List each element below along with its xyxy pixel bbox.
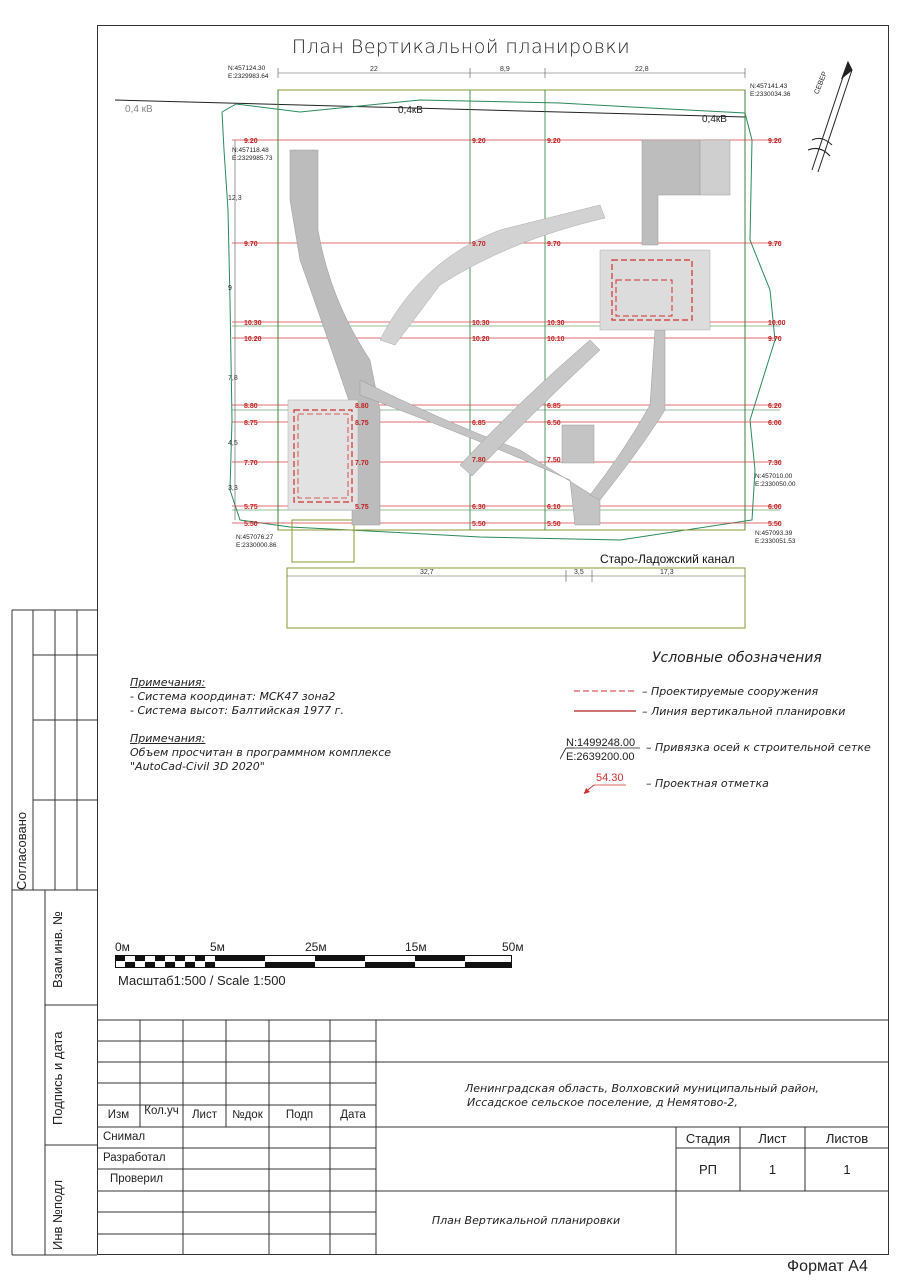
mark-c3-2: 9.70: [547, 241, 561, 248]
mark-c3-8: 6.10: [547, 504, 561, 511]
stamp-vzam: Взам инв. №: [50, 911, 65, 988]
mark-c1-4: 5.75: [355, 504, 369, 511]
tb-address-2: Иссадское сельское поселение, д Немятово-2,: [467, 1096, 738, 1109]
stamp-podpis: Подпись и дата: [50, 1031, 65, 1125]
mark-c3-6: 6.50: [547, 420, 561, 427]
mark-left-7: 7.70: [244, 460, 258, 467]
dim-left-3: 7,8: [228, 375, 238, 382]
mark-left-8: 5.75: [244, 504, 258, 511]
mark-left-3: 10.30: [244, 320, 262, 327]
scale-caption: Масштаб1:500 / Scale 1:500: [118, 973, 286, 988]
mark-right-3: 10.00: [768, 320, 786, 327]
coord-4-n: N:457010.00: [755, 473, 793, 480]
coord-6-n: N:457093.39: [755, 530, 793, 537]
legend-item-structures: – Проектируемые сооружения: [642, 685, 819, 698]
stamp-agreed: Согласовано: [14, 811, 29, 890]
dim-top-3: 22,8: [635, 66, 649, 73]
mark-c3-7: 7.50: [547, 457, 561, 464]
coord-2-e: E:2330034.36: [750, 91, 791, 98]
mark-c2-4: 10.20: [472, 336, 490, 343]
dim-top-1: 22: [370, 66, 378, 73]
scale-tick-0: 0м: [115, 940, 130, 954]
dim-bottom-2: 3,5: [574, 569, 584, 576]
tb-col-izm: Изм: [107, 1109, 130, 1121]
notes-software-line: Объем просчитан в программном комплексе: [130, 746, 392, 759]
mark-left-6: 8.75: [244, 420, 258, 427]
mark-c2-2: 9.70: [472, 241, 486, 248]
mark-right-2: 9.70: [768, 241, 782, 248]
mark-c3-1: 9.20: [547, 138, 561, 145]
legend-mark-sample: 54.30: [596, 772, 624, 784]
mark-left-5: 8.80: [244, 403, 258, 410]
dim-left-5: 3,3: [228, 485, 238, 492]
tb-col-ndok: №док: [232, 1109, 263, 1121]
mark-right-8: 6.00: [768, 504, 782, 511]
tb-sheet-header: Лист: [758, 1131, 787, 1146]
mark-c1-1: 8.80: [355, 403, 369, 410]
tb-address-1: Ленинградская область, Волховский муниципальный район,: [465, 1082, 820, 1095]
power-line-label-left: 0,4 кВ: [125, 104, 153, 115]
tb-col-koluch: Кол.уч: [144, 1105, 179, 1117]
tb-col-data: Дата: [340, 1109, 366, 1121]
tb-sheet-value: 1: [768, 1162, 777, 1177]
tb-role-proveril: Проверил: [110, 1173, 163, 1185]
mark-c2-5: 6.85: [472, 420, 486, 427]
tb-role-razrabotal: Разработал: [103, 1152, 166, 1164]
mark-c2-7: 6.30: [472, 504, 486, 511]
legend-coord-e: E:2639200.00: [566, 751, 635, 763]
mark-left-2: 9.70: [244, 241, 258, 248]
dim-top-2: 8,9: [500, 66, 510, 73]
notes-coordinates-line: - Система координат: МСК47 зона2: [130, 690, 336, 703]
tb-stage-header: Стадия: [685, 1131, 731, 1146]
scale-tick-4: 50м: [502, 940, 524, 954]
tb-stage-value: РП: [698, 1162, 717, 1177]
coord-3-e: E:2329985.73: [232, 155, 273, 162]
mark-right-7: 7.30: [768, 460, 782, 467]
mark-right-6: 6.00: [768, 420, 782, 427]
tb-sheets-value: 1: [843, 1162, 851, 1177]
coord-4-e: E:2330050.00: [755, 481, 796, 488]
mark-c2-8: 5.50: [472, 521, 486, 528]
coord-1-e: E:2329983.64: [228, 73, 269, 80]
mark-c2-3: 10.30: [472, 320, 490, 327]
dim-bottom-1: 32,7: [420, 569, 434, 576]
page-title: План Вертикальной планировки: [291, 36, 631, 58]
stamp-inv: Инв №подл: [50, 1179, 65, 1250]
scale-tick-2: 25м: [305, 940, 327, 954]
mark-c2-6: 7.80: [472, 457, 486, 464]
notes-coordinates-head: Примечания:: [130, 676, 206, 689]
mark-c1-2: 8.75: [355, 420, 369, 427]
coord-6-e: E:2330051.53: [755, 538, 796, 545]
tb-role-snimal: Снимал: [103, 1131, 146, 1143]
legend-title: Условные обозначения: [652, 650, 822, 666]
canal-label: Старо-Ладожский канал: [600, 552, 735, 566]
format-label: Формат А4: [787, 1258, 868, 1275]
coord-5-e: E:2330000.86: [236, 542, 277, 549]
power-line-label-mid: 0,4кВ: [398, 105, 423, 116]
coord-1-n: N:457124.30: [228, 65, 266, 72]
notes-coordinates-line: - Система высот: Балтийская 1977 г.: [130, 704, 344, 717]
mark-c2-1: 9.20: [472, 138, 486, 145]
tb-col-list: Лист: [192, 1109, 217, 1121]
dim-left-4: 4,5: [228, 440, 238, 447]
legend-item-grid-binding: – Привязка осей к строительной сетке: [646, 741, 871, 754]
mark-c3-9: 5.50: [547, 521, 561, 528]
dim-left-1: 12,3: [228, 195, 242, 202]
scale-tick-1: 5м: [210, 940, 225, 954]
mark-right-4: 9.70: [768, 336, 782, 343]
dim-bottom-3: 17,3: [660, 569, 674, 576]
notes-software-line: "AutoCad-Civil 3D 2020": [130, 760, 265, 773]
mark-c3-3: 10.30: [547, 320, 565, 327]
coord-3-n: N:457118.48: [232, 147, 269, 154]
north-label: СЕВЕР: [813, 70, 829, 96]
mark-left-9: 5.50: [244, 521, 258, 528]
legend-item-planning-line: – Линия вертикальной планировки: [642, 705, 846, 718]
mark-left-4: 10.20: [244, 336, 262, 343]
coord-5-n: N:457076.27: [236, 534, 274, 541]
power-line-label-right: 0,4кВ: [702, 114, 727, 125]
coord-2-n: N:457141.43: [750, 83, 788, 90]
mark-c1-3: 7.70: [355, 460, 369, 467]
mark-right-5: 6.20: [768, 403, 782, 410]
mark-right-1: 9.20: [768, 138, 782, 145]
tb-drawing-name: План Вертикальной планировки: [431, 1214, 621, 1227]
legend-item-design-mark: – Проектная отметка: [646, 777, 769, 790]
mark-c3-4: 10.10: [547, 336, 565, 343]
notes-software-head: Примечания:: [130, 732, 206, 745]
scale-tick-3: 15м: [405, 940, 427, 954]
mark-left-1: 9.20: [244, 138, 258, 145]
mark-c3-5: 6.85: [547, 403, 561, 410]
dim-left-2: 9: [228, 285, 232, 292]
mark-right-9: 5.50: [768, 521, 782, 528]
tb-col-podp: Подп: [285, 1109, 314, 1121]
legend-coord-n: N:1499248.00: [566, 737, 636, 749]
tb-sheets-header: Листов: [825, 1131, 869, 1146]
